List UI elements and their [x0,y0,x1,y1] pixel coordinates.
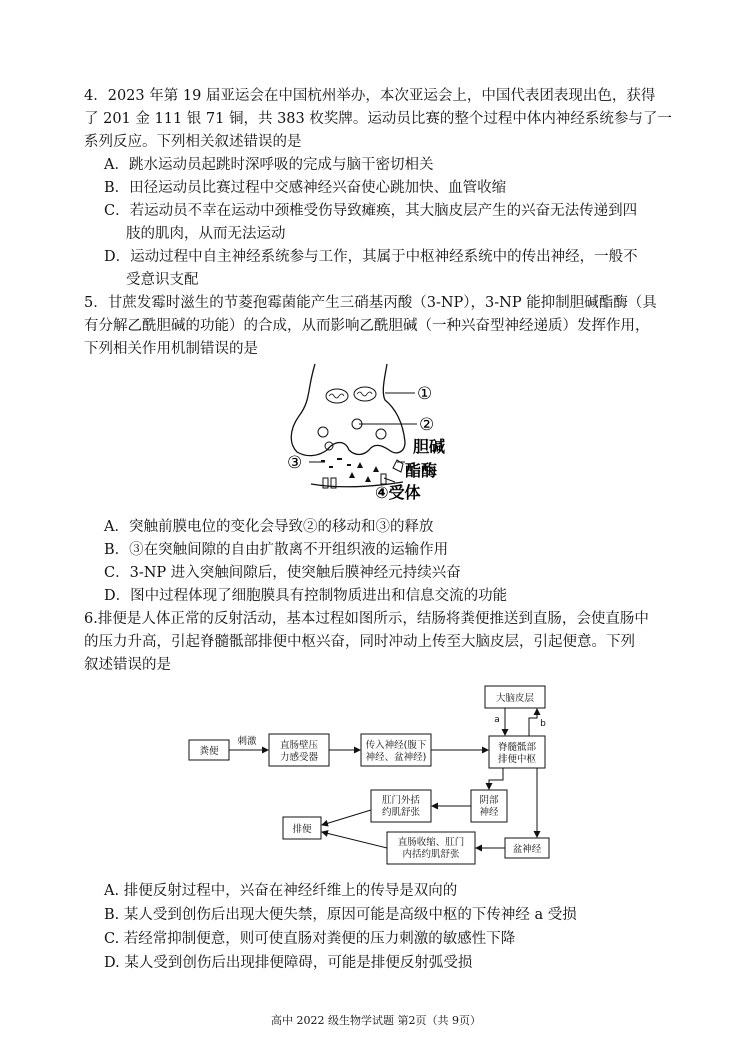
q5-option-c: C．3-NP 进入突触间隙后，使突触后膜神经元持续兴奋 [104,565,461,581]
label-receptor: ④受体 [375,483,421,502]
q5-stem-line-1: 5．甘蔗发霉时滋生的节菱孢霉菌能产生三硝基丙酸（3-NP），3-NP 能抑制胆碱酯酶（具 [84,295,657,311]
q6-option-c: C. 若经常抑制便意，则可使直肠对粪便的压力刺激的敏感性下降 [104,931,516,947]
pelvic-label: 盆神经 [512,844,542,855]
path-b-label: b [540,719,546,729]
defecation-flowchart [185,682,570,867]
q4-option-c-cont: 肢的肌肉，从而无法运动 [126,226,286,242]
feces-label: 粪便 [199,746,219,757]
vesicle [318,427,328,437]
rectum-label-1: 直肠收缩、肛门 [397,837,465,848]
rectum-label-2: 内括约肌舒张 [402,849,460,860]
pudendal-label-2: 神经 [479,807,499,818]
afferent-label-2: 神经、盆神经) [365,752,427,763]
cortex-label: 大脑皮层 [495,693,535,704]
receptor-label-2: 力感受器 [279,752,319,763]
q4-option-d-cont: 受意识支配 [126,272,199,288]
q6-option-b: B. 某人受到创伤后出现大便失禁，原因可能是高级中枢的下传神经 a 受损 [104,907,577,923]
q6-option-a: A. 排便反射过程中，兴奋在神经纤维上的传导是双向的 [104,883,458,899]
afferent-label-1: 传入神经(腹下 [365,740,427,751]
synapse-figure [285,360,465,506]
q4-stem-line-3: 系列反应。下列相关叙述错误的是 [84,134,302,150]
vesicle [376,429,386,439]
page-footer: 高中 2022 级生物学试题 第2页（共 9页） [271,1014,481,1027]
receptor-label-1: 直肠壁压 [279,740,319,751]
defecation-label: 排便 [292,824,312,835]
label-esterase: 酯酶 [405,461,438,480]
q4-option-a: A．跳水运动员起跳时深呼吸的完成与脑干密切相关 [104,157,434,173]
q4-stem-line-2: 了 201 金 111 银 71 铜，共 383 枚奖牌。运动员比赛的整个过程中体内神经系统参与了一 [84,111,672,127]
q6-stem-line-3: 叙述错误的是 [84,657,171,673]
q4-option-d: D．运动过程中自主神经系统参与工作，其属于中枢神经系统中的传出神经，一般不 [104,249,638,265]
q6-stem-line-1: 6.排便是人体正常的反射活动，基本过程如图所示，结肠将粪便推送到直肠，会使直肠中 [84,611,649,627]
label-2: ② [419,415,435,435]
presynaptic-membrane [291,364,405,456]
label-choline: 胆碱 [413,437,446,456]
q5-stem-line-2: 有分解乙酰胆碱的功能）的合成，从而影响乙酰胆碱（一种兴奋型神经递质）发挥作用， [84,318,650,334]
neurotransmitter-marks [321,458,379,482]
label-1: ① [417,384,433,404]
stimulus-label: 刺激 [237,736,257,747]
path-a-label: a [494,715,500,725]
center-label-2: 排便中枢 [497,754,537,765]
q6-option-d: D. 某人受到创伤后出现排便障碍，可能是排便反射弧受损 [104,955,473,971]
pudendal-label-1: 阴部 [479,795,499,806]
q5-stem-line-3: 下列相关作用机制错误的是 [84,341,258,357]
q5-option-b: B．③在突触间隙的自由扩散离不开组织液的运输作用 [104,542,449,558]
q4-option-c: C．若运动员不幸在运动中颈椎受伤导致瘫痪，其大脑皮层产生的兴奋无法传递到四 [104,203,638,219]
q4-stem-line-1: 4．2023 年第 19 届亚运会在中国杭州举办，本次亚运会上，中国代表团表现出色，获得 [84,88,656,104]
anal-external-label-1: 肛门外括 [381,795,421,806]
label-3: ③ [287,453,303,473]
q4-option-b: B．田径运动员比赛过程中交感神经兴奋使心跳加快、血管收缩 [104,180,507,196]
center-label-1: 脊髓骶部 [497,742,537,753]
q6-stem-line-2: 的压力升高，引起脊髓骶部排便中枢兴奋，同时冲动上传至大脑皮层，引起便意。下列 [84,634,635,650]
anal-external-label-2: 约肌舒张 [381,807,421,818]
q5-option-d: D．图中过程体现了细胞膜具有控制物质进出和信息交流的功能 [104,588,508,604]
q5-option-a: A．突触前膜电位的变化会导致②的移动和③的释放 [104,519,434,535]
